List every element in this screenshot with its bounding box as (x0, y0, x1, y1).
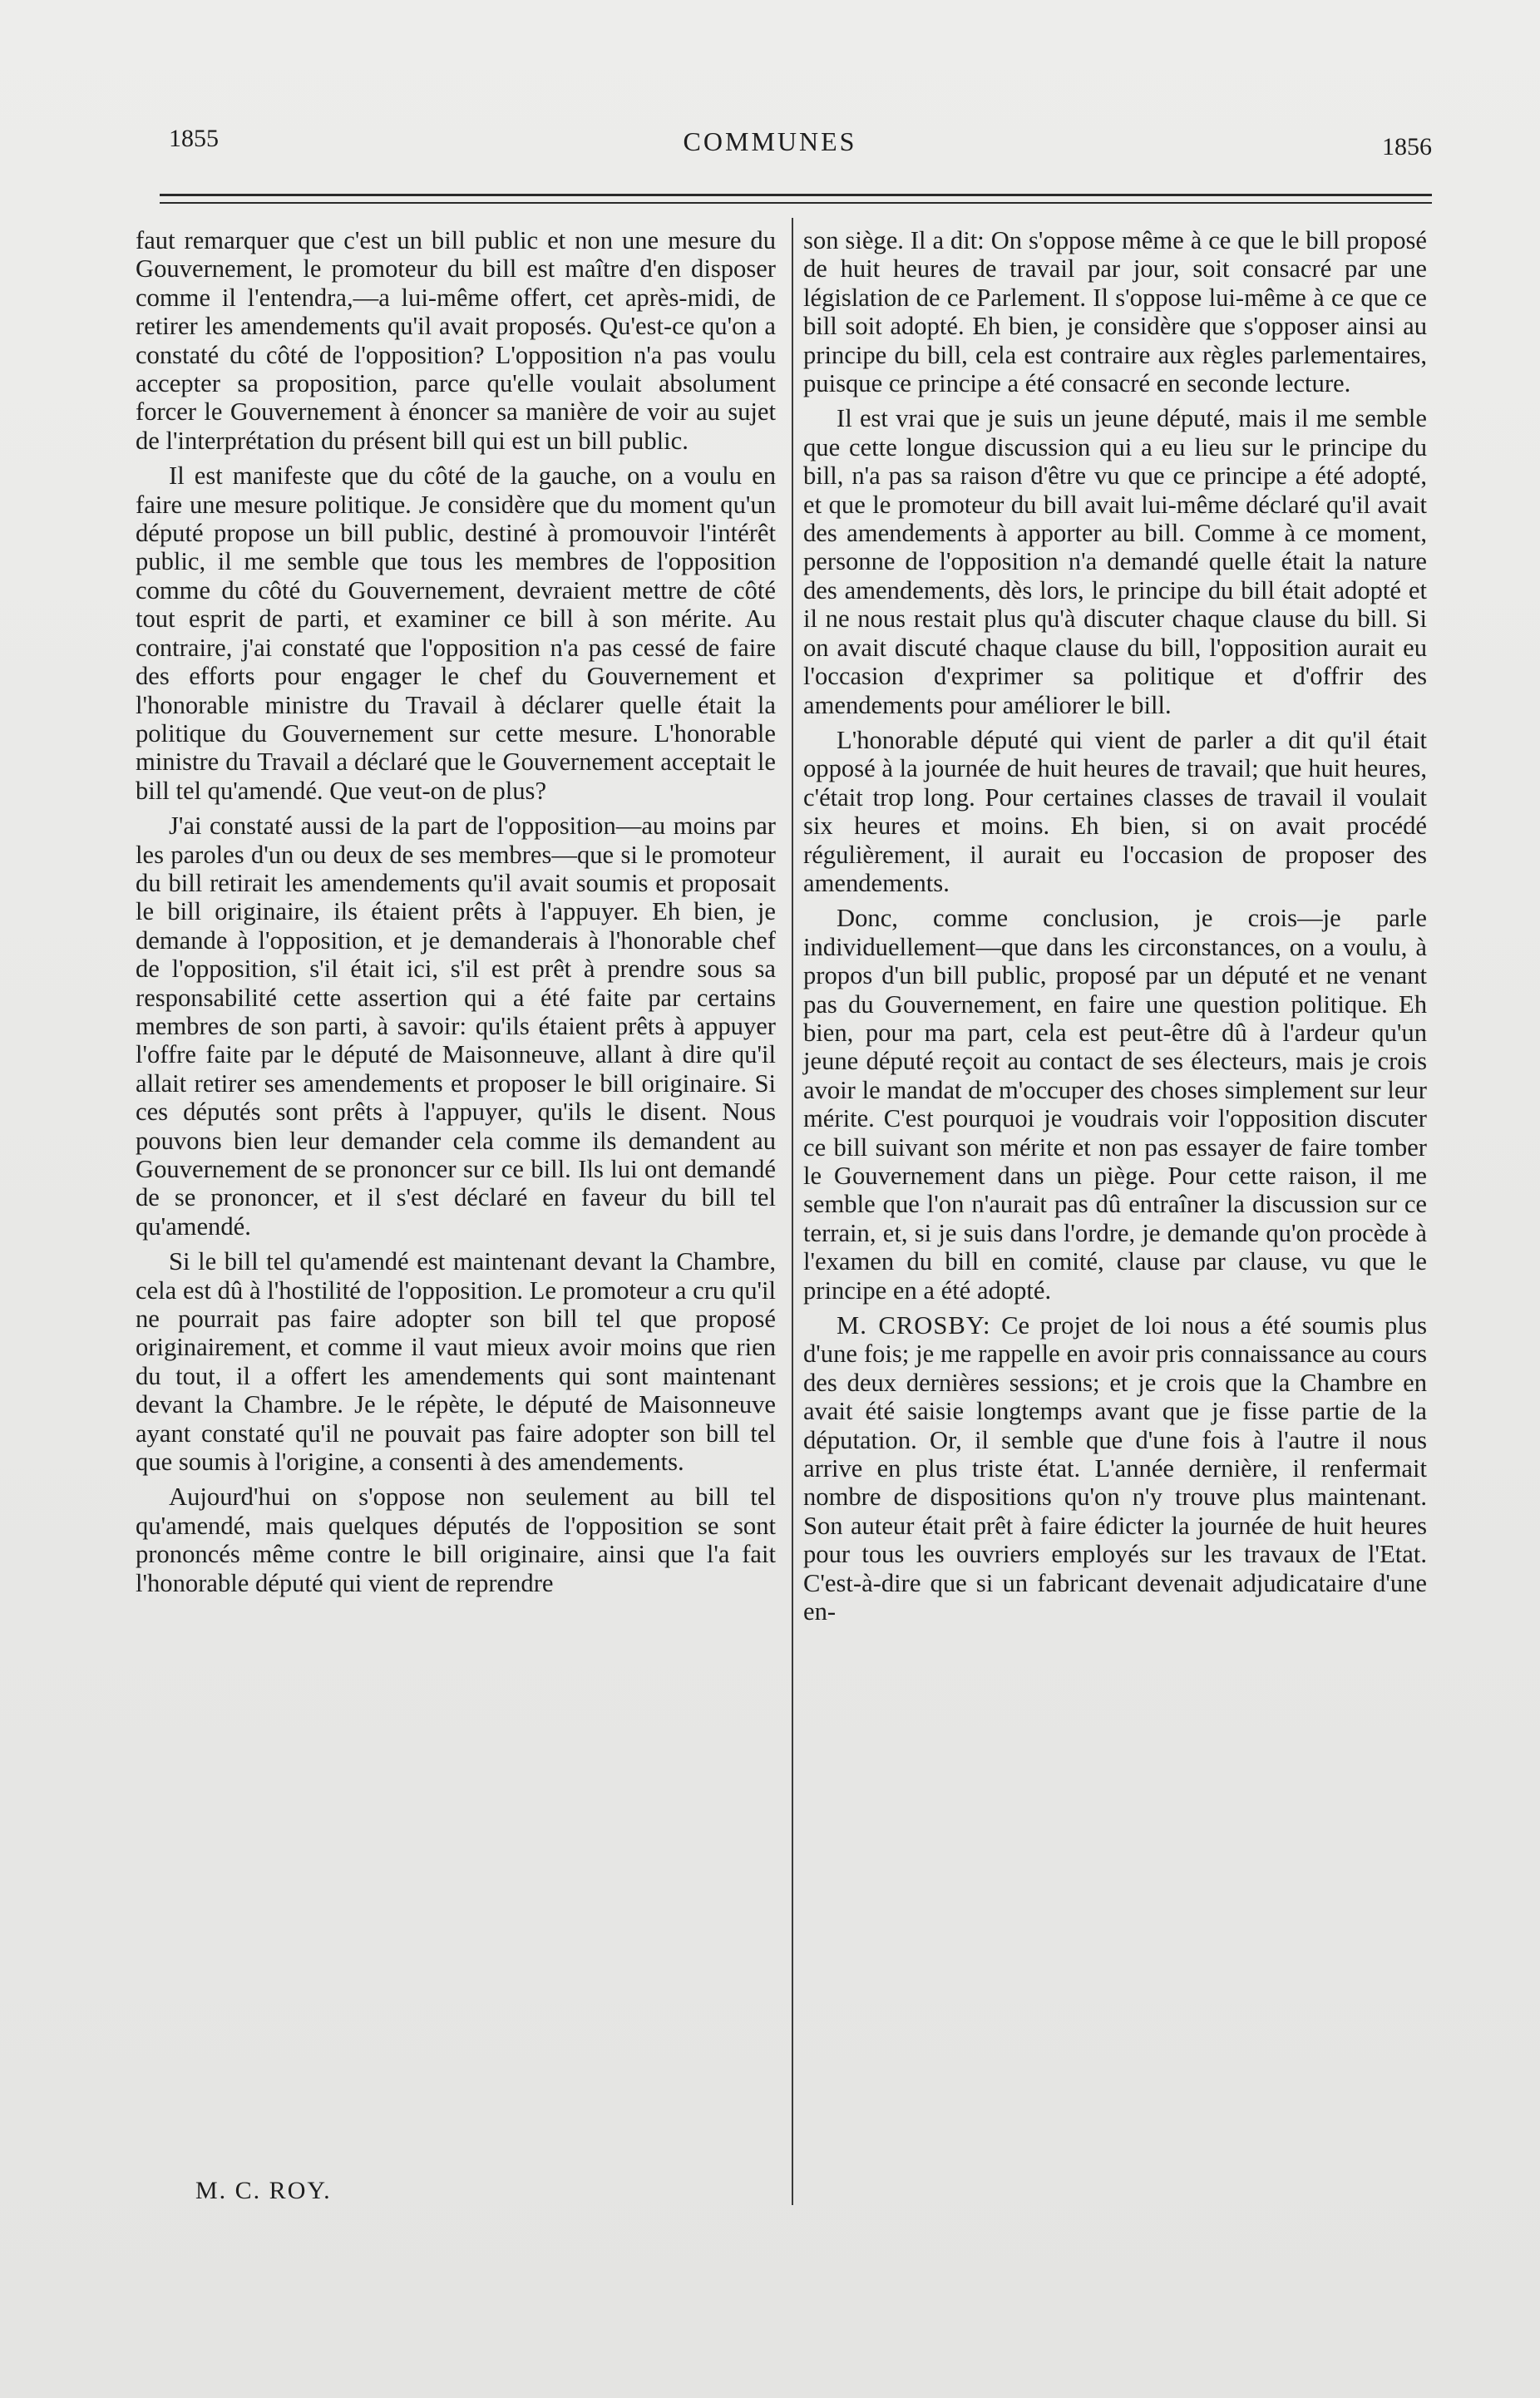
paragraph: J'ai constaté aussi de la part de l'opposition—au moins par les paroles d'un ou deux de ses membres—que si le promoteur du bill retirait les amendements qu'il avait soumis et proposait le bill originaire, ils étaient prêts à l'appuyer. Eh bien, je demande à l'opposition, et je demanderais à l'honorable chef de l'opposition, s'il était ici, s'il est prêt à prendre sous sa responsabilité cette assertion qui a été faite par certains membres de son parti, à savoir: qu'ils étaient prêts à appuyer l'offre faite par le député de Maisonneuve, allant à dire qu'il allait retirer ses amendements et proposer le bill originaire. Si ces députés sont prêts à l'appuyer, qu'ils le disent. Nous pouvons bien leur demander cela comme ils demandent au Gouvernement de se prononcer sur ce bill. Ils lui ont demandé de se prononcer, et il s'est déclaré en faveur du bill tel qu'amendé. (136, 812, 776, 1241)
speech-crosby (803, 1311, 1427, 1626)
speech-text: Ce projet de loi nous a été soumis plus d'une fois; je me rappelle en avoir pris connaissance au cours des deux dernières sessions; et je crois que la Chambre en avait été saisie longtemps avant que je fisse partie de la députation. Or, il semble que d'une fois à l'autre il nous arrive en plus triste état. L'année dernière, il renfermait nombre de dispositions qu'on n'y trouve plus maintenant. Son auteur était prêt à faire édicter la journée de huit heures pour tous les ouvriers employés sur les travaux de l'Etat. C'est-à-dire que si un fabricant devenait adjudicataire d'une en- (803, 1311, 1427, 1626)
left-column (136, 226, 776, 1604)
page-number-right: 1856 (1382, 133, 1432, 160)
paragraph: Il est manifeste que du côté de la gauche, on a voulu en faire une mesure politique. Je considère que du moment qu'un député propose un bill public, destiné à promouvoir l'intérêt public, il me semble que tous les membres de l'opposition comme du côté du Gouvernement, devraient mettre de côté tout esprit de parti, et examiner ce bill à son mérite. Au contraire, j'ai constaté que l'opposition n'a pas cessé de faire des efforts pour engager le chef du Gouvernement et l'honorable ministre du Travail à déclarer quelle était la politique du Gouvernement sur cette mesure. L'honorable ministre du Travail a déclaré que le Gouvernement acceptait le bill tel qu'amendé. Que veut-on de plus? (136, 461, 776, 805)
paragraph: Aujourd'hui on s'oppose non seulement au bill tel qu'amendé, mais quelques députés de l'opposition se sont prononcés même contre le bill originaire, ainsi que l'a fait l'honorable député qui vient de reprendre (136, 1483, 776, 1597)
speaker-footer: M. C. ROY. (195, 2177, 332, 2204)
column-divider (792, 218, 793, 2205)
paragraph: Donc, comme conclusion, je crois—je parle individuellement—que dans les circonstances, on a voulu, à propos d'un bill public, proposé par un député et ne venant pas du Gouvernement, en faire une question politique. Eh bien, pour ma part, cela est peut-être dû à l'ardeur qu'un jeune député reçoit au contact de ses électeurs, mais je crois avoir le mandat de m'occuper des choses simplement sur leur mérite. C'est pourquoi je voudrais voir l'opposition discuter ce bill suivant son mérite et non pas essayer de faire tomber le Gouvernement dans un piège. Pour cette raison, il me semble que l'on n'aurait pas dû entraîner la discussion sur ce terrain, et, si je suis dans l'ordre, je demande qu'on procède à l'examen du bill en comité, clause par clause, vu que le principe en a été adopté. (803, 904, 1427, 1305)
header-rule-bottom (160, 202, 1432, 204)
page-title: COMMUNES (683, 126, 857, 156)
paragraph: son siège. Il a dit: On s'oppose même à ce que le bill proposé de huit heures de travail par jour, soit consacré par une législation de ce Parlement. Il s'oppose lui-même à ce que ce bill soit adopté. Eh bien, je considère que s'opposer ainsi au principe du bill, cela est contraire aux règles parlementaires, puisque ce principe a été consacré en seconde lecture. (803, 226, 1427, 398)
paragraph: L'honorable député qui vient de parler a dit qu'il était opposé à la journée de huit heures de travail; que huit heures, c'était trop long. Pour certaines classes de travail il voulait six heures et moins. Eh bien, si on avait procédé régulièrement, il aurait eu l'occasion de proposer des amendements. (803, 725, 1427, 897)
page-number-left: 1855 (169, 125, 219, 152)
paragraph: Si le bill tel qu'amendé est maintenant devant la Chambre, cela est dû à l'hostilité de l'opposition. Le promoteur a cru qu'il ne pourrait pas faire adopter son bill tel que proposé originairement, et comme il vaut mieux avoir moins que rien du tout, il a offert les amendements qui sont maintenant devant la Chambre. Je le répète, le député de Maisonneuve ayant constaté qu'il ne pouvait pas faire adopter son bill tel que soumis à l'origine, a consenti à des amendements. (136, 1247, 776, 1477)
paragraph: faut remarquer que c'est un bill public et non une mesure du Gouvernement, le promoteur du bill est maître d'en disposer comme il l'entendra,—a lui-même offert, cet après-midi, de retirer les amendements qu'il avait proposés. Qu'est-ce qu'on a constaté du côté de l'opposition? L'opposition n'a pas voulu accepter sa proposition, parce qu'elle voulait absolument forcer le Gouvernement à énoncer sa manière de voir au sujet de l'interprétation du présent bill qui est un bill public. (136, 226, 776, 455)
page-header (0, 116, 1540, 166)
paragraph: Il est vrai que je suis un jeune député, mais il me semble que cette longue discussion qui a eu lieu sur le principe du bill, n'a pas sa raison d'être vu que ce principe a été adopté, et que le promoteur du bill avait lui-même déclaré qu'il avait des amendements à apporter au bill. Comme à ce moment, personne de l'opposition n'a demandé quelle était la nature des amendements, dès lors, le principe du bill était adopté et il ne nous restait plus qu'à discuter chaque clause du bill. Si on avait discuté chaque clause du bill, l'opposition aurait eu l'occasion d'exprimer sa politique et d'offrir des amendements pour améliorer le bill. (803, 404, 1427, 719)
right-column (803, 226, 1427, 1633)
header-rule-top (160, 194, 1432, 196)
speaker-name: M. CROSBY: (837, 1311, 991, 1340)
